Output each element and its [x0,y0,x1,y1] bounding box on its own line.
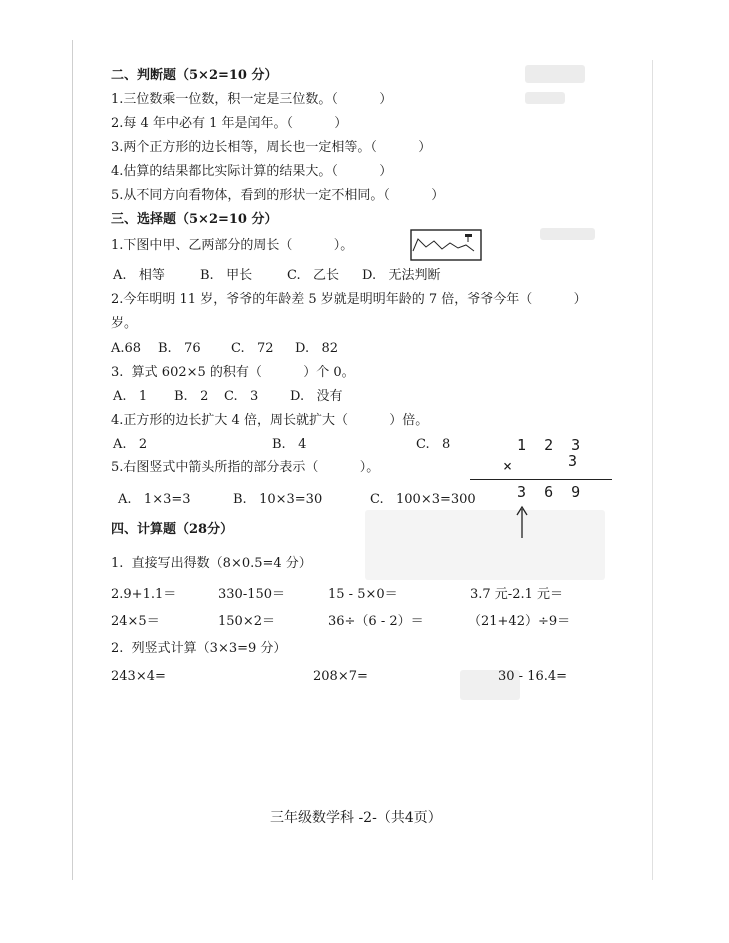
arrow-up-icon [512,505,532,539]
vertical-top-number: 1 2 3 [517,436,581,454]
judge-item-5: 5.从不同方向看物体，看到的形状一定不相同。（ ） [111,188,445,203]
choice-q3-option-c: C. 3 [224,389,259,404]
choice-q1-option-c: C. 乙长 [287,268,340,283]
choice-q2-stem: 2.今年明明 11 岁，爷爷的年龄差 5 岁就是明明年龄的 7 倍，爷爷今年（ ） [111,292,587,307]
choice-q2-option-b: B. 76 [158,341,201,356]
choice-q2-option-c: C. 72 [231,341,274,356]
calc-row1-item-3: 15 - 5×0＝ [328,587,398,602]
judge-item-4: 4.估算的结果都比实际计算的结果大。（ ） [111,164,393,179]
calc-part2-item-1: 243×4= [111,669,166,684]
choice-q4-option-a: A. 2 [113,437,148,452]
calc-row2-item-4: （21+42）÷9＝ [468,614,571,629]
scan-smudge [525,92,565,104]
choice-q3-option-b: B. 2 [174,389,209,404]
choice-q3-option-a: A. 1 [113,389,148,404]
scan-smudge [365,510,605,580]
scan-edge-right [652,60,653,880]
choice-q2-option-a: A.68 [111,341,142,356]
choice-q5-option-a: A. 1×3=3 [118,492,191,507]
choice-q5-stem: 5.右图竖式中箭头所指的部分表示（ ）。 [111,460,380,475]
choice-q4-stem: 4.正方形的边长扩大 4 倍，周长就扩大（ ）倍。 [111,413,429,428]
section-calc-title: 四、计算题（28分） [111,522,234,537]
scan-smudge [540,228,595,240]
judge-item-2: 2.每 4 年中必有 1 年是闰年。（ ） [111,116,348,131]
choice-q1-option-d: D. 无法判断 [362,268,441,283]
section-judge-title: 二、判断题（5×2=10 分） [111,68,278,83]
calc-part2-item-2: 208×7= [313,669,368,684]
page-footer: 三年级数学科 -2-（共4页） [270,810,442,826]
calc-row2-item-2: 150×2＝ [218,614,275,629]
calc-row2-item-3: 36÷（6 - 2）＝ [328,614,424,629]
choice-q5-option-c: C. 100×3=300 [370,492,476,507]
choice-q4-option-c: C. 8 [416,437,451,452]
calc-row1-item-2: 330-150＝ [218,587,286,602]
judge-item-3: 3.两个正方形的边长相等，周长也一定相等。（ ） [111,140,432,155]
perimeter-figure [410,229,482,261]
scan-smudge [525,65,585,83]
choice-q5-option-b: B. 10×3=30 [233,492,323,507]
choice-q3-option-d: D. 没有 [290,389,343,404]
choice-q1-stem: 1.下图中甲、乙两部分的周长（ ）。 [111,238,354,253]
choice-q2-cont: 岁。 [111,316,138,331]
scan-edge-left [72,40,73,880]
vertical-result: 3 6 9 [517,483,581,501]
choice-q2-option-d: D. 82 [295,341,339,356]
vertical-rule [470,479,612,480]
vertical-times-sign: × [503,457,513,475]
choice-q4-option-b: B. 4 [272,437,307,452]
vertical-multiplier: 3 [568,452,578,470]
choice-q1-option-a: A. 相等 [113,268,165,283]
section-choice-title: 三、选择题（5×2=10 分） [111,212,278,227]
calc-row1-item-4: 3.7 元-2.1 元＝ [470,587,564,602]
calc-part2-title: 2. 列竖式计算（3×3=9 分） [111,641,287,656]
choice-q1-option-b: B. 甲长 [200,268,253,283]
calc-row2-item-1: 24×5＝ [111,614,160,629]
choice-q3-stem: 3. 算式 602×5 的积有（ ）个 0。 [111,365,355,380]
calc-part1-title: 1. 直接写出得数（8×0.5=4 分） [111,556,312,571]
calc-part2-item-3: 30 - 16.4= [498,669,568,684]
judge-item-1: 1.三位数乘一位数，积一定是三位数。（ ） [111,92,393,107]
calc-row1-item-1: 2.9+1.1＝ [111,587,177,602]
